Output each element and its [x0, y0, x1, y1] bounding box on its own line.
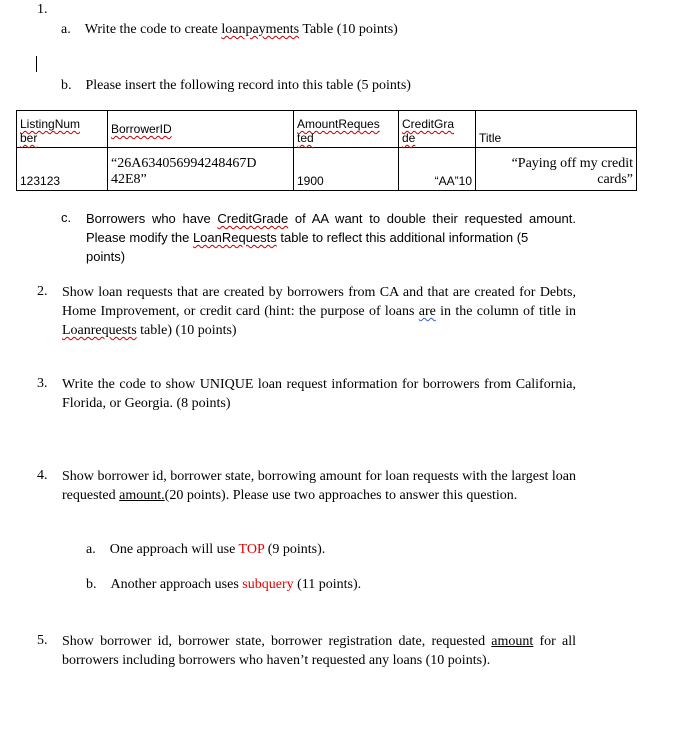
- q4a-keyword: TOP: [238, 542, 265, 557]
- cell-borrower-id: “26A634056994248467D 42E8”: [108, 148, 294, 191]
- q1-number: 1.: [37, 2, 48, 17]
- q2-are: are: [418, 304, 436, 319]
- header-borrower-id: BorrowerID: [108, 111, 294, 148]
- q2-number: 2.: [37, 284, 48, 299]
- q1a-item: [61, 22, 398, 38]
- q4a-marker: a.: [86, 542, 96, 557]
- q1b-marker: b.: [61, 78, 72, 93]
- cell-amount-requested: 1900: [294, 148, 399, 191]
- header-amount-requested: AmountReques ted: [294, 111, 399, 148]
- q4-number: 4.: [37, 468, 48, 483]
- q5-text: Show borrower id, borrower state, borrower registration date, requested amount for all borrowers including borrowers who haven’t requested any loans (10 points).: [62, 634, 576, 668]
- q1a-marker: a.: [61, 22, 71, 37]
- q4b-keyword: subquery: [242, 577, 294, 592]
- q3-number: 3.: [37, 376, 48, 391]
- q2-text: Show loan requests that are created by borrowers from CA and that are created for Debts, Home Improvement, or credit card (hint: the purpose of loans are in the column of title in Loanrequests table) (10 points): [62, 285, 576, 338]
- q5-amount: amount: [491, 634, 534, 649]
- cell-title: “Paying off my credit cards”: [476, 148, 637, 191]
- q1a-text-after: Table (10 points): [299, 22, 398, 37]
- q4-text: Show borrower id, borrower state, borrowing amount for loan requests with the largest loan requested amount.(20 points). Please use two approaches to answer this question.: [62, 469, 576, 503]
- q4-amount: amount.: [119, 488, 165, 503]
- cell-listing-number: 123123: [17, 148, 108, 191]
- header-listing-number: ListingNum ber: [17, 111, 108, 148]
- q1a-table-name: loanpayments: [221, 22, 300, 37]
- q1b-item: [61, 78, 411, 94]
- record-table: [16, 110, 637, 191]
- table-header-row: [17, 111, 637, 148]
- q1c-loanrequests: LoanRequests: [192, 230, 277, 245]
- q5-number: 5.: [37, 633, 48, 648]
- q1a-text-before: Write the code to create: [84, 22, 222, 37]
- q1c-marker: c.: [61, 210, 72, 225]
- q3-text: Write the code to show UNIQUE loan request information for borrowers from California, Florida, or Georgia. (8 points): [62, 377, 576, 411]
- q1c-text: Borrowers who have CreditGrade of AA want to double their requested amount. Please modify the LoanRequests table to reflect this additional information (5 points): [86, 211, 576, 264]
- q4a-item: a. One approach will use TOP (9 points).: [86, 542, 326, 557]
- table-row: [17, 148, 637, 191]
- header-title: Title: [476, 111, 637, 148]
- q4b-marker: b.: [86, 577, 97, 592]
- header-credit-grade: CreditGra de: [399, 111, 476, 148]
- q1b-text: Please insert the following record into this table (5 points): [85, 78, 411, 93]
- cell-credit-grade: “AA”10: [399, 148, 476, 191]
- text-cursor: [36, 56, 37, 72]
- q4b-item: b. Another approach uses subquery (11 points).: [86, 577, 362, 592]
- q2-table-name: Loanrequests: [62, 323, 137, 338]
- q1c-creditgrade: CreditGrade: [217, 211, 289, 226]
